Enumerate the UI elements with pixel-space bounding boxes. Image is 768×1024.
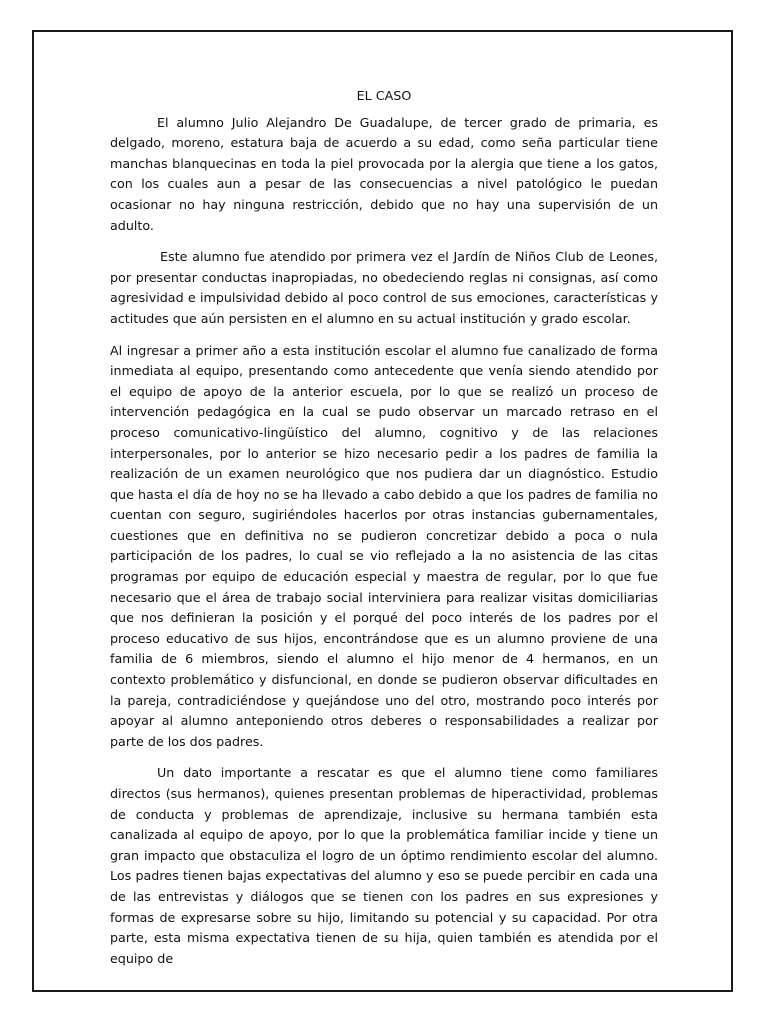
paragraph-4: Un dato importante a rescatar es que el alumno tiene como familiares directos (sus hermanos), quienes presentan problemas de hiperactividad, problemas de conducta y problemas de aprendizaje, inclusive su hermana también esta canalizada al equipo de apoyo, por lo que la problemática familiar incide y tiene un gran impacto que obstaculiza el logro de un óptimo rendimiento escolar del alumno. Los padres tienen bajas expectativas del alumno y eso se puede percibir en cada una de las entrevistas y diálogos que se tienen con los padres en sus expresiones y formas de expresarse sobre su hijo, limitando su potencial y su capacidad. Por otra parte, esta misma expectativa tienen de su hija, quien también es atendida por el equipo de [110,765,658,966]
paragraph-2: Este alumno fue atendido por primera vez el Jardín de Niños Club de Leones, por presentar conductas inapropiadas, no obedeciendo reglas ni consignas, así como agresividad e impulsividad debido al poco control de sus emociones, características y actitudes que aún persisten en el alumno en su actual institución y grado escolar. [110,249,658,326]
paragraph-1: El alumno Julio Alejandro De Guadalupe, de tercer grado de primaria, es delgado, moreno, estatura baja de acuerdo a su edad, como seña particular tiene manchas blanquecinas en toda la piel provocada por la alergia que tiene a los gatos, con los cuales aun a pesar de las consecuencias a nivel patológico le puedan ocasionar no hay ninguna restricción, debido que no hay una supervisión de un adulto. [110,114,658,233]
paragraph-3: Al ingresar a primer año a esta institución escolar el alumno fue canalizado de forma inmediata al equipo, presentando como antecedente que venía siendo atendido por el equipo de apoyo de la anterior escuela, por lo que se realizó un proceso de intervención pedagógica en la cual se pudo observar un marcado retraso en el proceso comunicativo-lingüístico del alumno, cognitivo y de las relaciones interpersonales, por lo anterior se hizo necesario pedir a los padres de familia la realización de un examen neurológico que nos pudiera dar un diagnóstico. Estudio que hasta el día de hoy no se ha llevado a cabo debido a que los padres de familia no cuentan con seguro, sugiriéndoles hacerlos por otras instancias gubernamentales, cuestiones que en definitiva no se pudieron concretizar debido a poca o nula participación de los padres, lo cual se vio reflejado a la no asistencia de las citas programas por equipo de educación especial y maestra de regular, por lo que fue necesario que el área de trabajo social interviniera para realizar visitas domiciliarias que nos definieran la posición y el porqué del poco interés de los padres por el proceso educativo de sus hijos, encontrándose que es un alumno proviene de una familia de 6 miembros, siendo el alumno el hijo menor de 4 hermanos, en un contexto problemático y disfuncional, en donde se pudieron observar dificultades en la pareja, contradiciéndose y quejándose uno del otro, mostrando poco interés por apoyar al alumno anteponiendo otros deberes o responsabilidades a realizar por parte de los dos padres. [110,342,658,749]
document-body [110,86,658,980]
document-title: EL CASO [356,88,412,103]
